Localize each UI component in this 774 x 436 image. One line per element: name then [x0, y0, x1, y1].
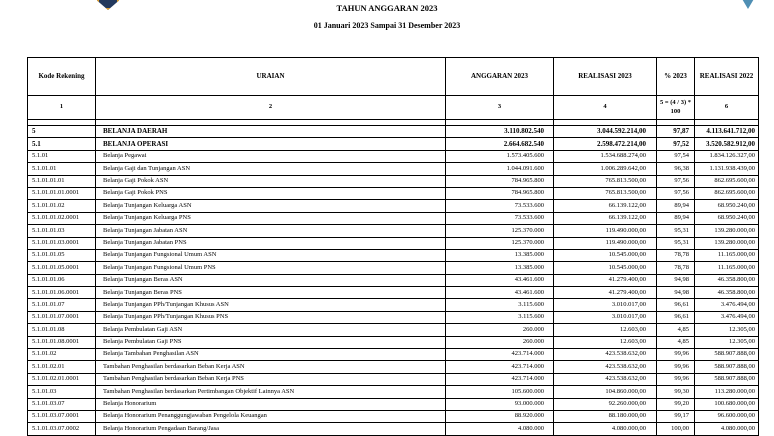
- uraian-cell: Tambahan Penghasilan berdasarkan Beban Kerja PNS: [96, 373, 446, 385]
- table-row: [28, 150, 759, 162]
- table-row: [28, 287, 759, 299]
- report-title-period: 01 Januari 2023 Sampai 31 Desember 2023: [313, 21, 461, 30]
- realisasi-2023-cell: 3.010.017,00: [554, 299, 657, 311]
- anggaran-2023-cell: 784.965.800: [446, 175, 554, 187]
- pct-2023-cell: 96,61: [657, 311, 695, 323]
- realisasi-2023-cell: 119.490.000,00: [554, 225, 657, 237]
- pct-2023-cell: 89,94: [657, 200, 695, 212]
- pct-2023-cell: 97,54: [657, 150, 695, 162]
- uraian-cell: Belanja Tunjangan PPh/Tunjangan Khusus PNS: [96, 311, 446, 323]
- realisasi-2022-cell: 113.280.000,00: [695, 386, 759, 398]
- kode-rekening-cell: 5.1.01.01.06.0001: [28, 287, 96, 299]
- realisasi-2022-cell: 862.695.600,00: [695, 187, 759, 199]
- table-row: [28, 299, 759, 311]
- realisasi-2023-cell: 12.603,00: [554, 336, 657, 348]
- realisasi-2023-cell: 41.279.400,00: [554, 287, 657, 299]
- table-header-row: [28, 58, 759, 96]
- uraian-cell: Tambahan Penghasilan berdasarkan Pertimbangan Objektif Lainnya ASN: [96, 386, 446, 398]
- pct-2023-cell: 99,96: [657, 349, 695, 361]
- anggaran-2023-cell: 260.000: [446, 336, 554, 348]
- table-column-number-row: [28, 96, 759, 120]
- uraian-cell: Belanja Honorarium Pengadaan Barang/Jasa: [96, 423, 446, 435]
- realisasi-2023-cell: 10.545.000,00: [554, 262, 657, 274]
- col-header-pct-2023: % 2023: [657, 58, 695, 96]
- uraian-cell: Belanja Tunjangan Keluarga PNS: [96, 212, 446, 224]
- uraian-cell: Tambahan Penghasilan berdasarkan Beban Kerja ASN: [96, 361, 446, 373]
- anggaran-2023-cell: 1.573.405.600: [446, 150, 554, 162]
- pct-2023-cell: 78,78: [657, 249, 695, 261]
- kode-rekening-cell: 5: [28, 126, 96, 138]
- anggaran-2023-cell: 73.533.600: [446, 212, 554, 224]
- anggaran-2023-cell: 73.533.600: [446, 200, 554, 212]
- table-row: [28, 175, 759, 187]
- col-number-6: 6: [695, 96, 759, 120]
- anggaran-2023-cell: 423.714.000: [446, 373, 554, 385]
- anggaran-2023-cell: 423.714.000: [446, 349, 554, 361]
- anggaran-2023-cell: 2.664.682.540: [446, 138, 554, 150]
- kode-rekening-cell: 5.1.01.03: [28, 386, 96, 398]
- kode-rekening-cell: 5.1.01.01.05.0001: [28, 262, 96, 274]
- uraian-cell: Belanja Gaji dan Tunjangan ASN: [96, 163, 446, 175]
- anggaran-2023-cell: 260.000: [446, 324, 554, 336]
- uraian-cell: Belanja Honorarium Penanggungjawaban Pengelola Keuangan: [96, 410, 446, 422]
- realisasi-2022-cell: 139.280.000,00: [695, 237, 759, 249]
- kode-rekening-cell: 5.1.01.01.02: [28, 200, 96, 212]
- uraian-cell: Belanja Tunjangan Beras PNS: [96, 287, 446, 299]
- pct-2023-cell: 96,38: [657, 163, 695, 175]
- table-row: [28, 361, 759, 373]
- col-header-anggaran-2023: ANGGARAN 2023: [446, 58, 554, 96]
- anggaran-2023-cell: 4.080.000: [446, 423, 554, 435]
- realisasi-2023-cell: 12.603,00: [554, 324, 657, 336]
- anggaran-2023-cell: 125.370.000: [446, 237, 554, 249]
- realisasi-2022-cell: 3.476.494,00: [695, 311, 759, 323]
- realisasi-2022-cell: 100.680.000,00: [695, 398, 759, 410]
- anggaran-2023-cell: 93.000.000: [446, 398, 554, 410]
- realisasi-2022-cell: 1.834.126.327,00: [695, 150, 759, 162]
- table-row: [28, 336, 759, 348]
- budget-realization-table: [27, 57, 759, 436]
- realisasi-2023-cell: 92.260.000,00: [554, 398, 657, 410]
- table-row: [28, 324, 759, 336]
- realisasi-2022-cell: 11.165.000,00: [695, 262, 759, 274]
- table-row: [28, 163, 759, 175]
- uraian-cell: Belanja Tunjangan Keluarga ASN: [96, 200, 446, 212]
- pct-2023-cell: 95,31: [657, 225, 695, 237]
- anggaran-2023-cell: 125.370.000: [446, 225, 554, 237]
- kode-rekening-cell: 5.1.01.01.05: [28, 249, 96, 261]
- table-row: [28, 212, 759, 224]
- realisasi-2023-cell: 765.813.500,00: [554, 175, 657, 187]
- pct-2023-cell: 78,78: [657, 262, 695, 274]
- pct-2023-cell: 89,94: [657, 212, 695, 224]
- realisasi-2022-cell: 588.907.888,00: [695, 373, 759, 385]
- table-row: [28, 200, 759, 212]
- realisasi-2023-cell: 66.139.122,00: [554, 200, 657, 212]
- realisasi-2023-cell: 10.545.000,00: [554, 249, 657, 261]
- realisasi-2023-cell: 119.490.000,00: [554, 237, 657, 249]
- table-row: [28, 423, 759, 435]
- kode-rekening-cell: 5.1.01.01.01: [28, 175, 96, 187]
- realisasi-2023-cell: 2.598.472.214,00: [554, 138, 657, 150]
- realisasi-2023-cell: 423.538.632,00: [554, 361, 657, 373]
- realisasi-2022-cell: 862.695.600,00: [695, 175, 759, 187]
- realisasi-2022-cell: 4.080.000,00: [695, 423, 759, 435]
- col-header-uraian: URAIAN: [96, 58, 446, 96]
- realisasi-2023-cell: 1.006.289.642,00: [554, 163, 657, 175]
- table-row: [28, 373, 759, 385]
- table-row: [28, 225, 759, 237]
- realisasi-2022-cell: 588.907.888,00: [695, 349, 759, 361]
- table-row: [28, 187, 759, 199]
- realisasi-2022-cell: 46.358.800,00: [695, 287, 759, 299]
- kode-rekening-cell: 5.1.01.01.01.0001: [28, 187, 96, 199]
- kode-rekening-cell: 5.1.01: [28, 150, 96, 162]
- pct-2023-cell: 97,52: [657, 138, 695, 150]
- anggaran-2023-cell: 1.044.091.600: [446, 163, 554, 175]
- pct-2023-cell: 99,20: [657, 398, 695, 410]
- kode-rekening-cell: 5.1.01.03.07: [28, 398, 96, 410]
- uraian-cell: Belanja Gaji Pokok PNS: [96, 187, 446, 199]
- kode-rekening-cell: 5.1.01.03.07.0002: [28, 423, 96, 435]
- uraian-cell: Belanja Gaji Pokok ASN: [96, 175, 446, 187]
- uraian-cell: Belanja Pembulatan Gaji ASN: [96, 324, 446, 336]
- table-row: [28, 349, 759, 361]
- col-header-kode-rekening: Kode Rekening: [28, 58, 96, 96]
- col-header-realisasi-2023: REALISASI 2023: [554, 58, 657, 96]
- realisasi-2022-cell: 1.131.938.439,00: [695, 163, 759, 175]
- realisasi-2023-cell: 423.538.632,00: [554, 373, 657, 385]
- uraian-cell: Belanja Tunjangan Fungsional Umum ASN: [96, 249, 446, 261]
- table-row: [28, 410, 759, 422]
- anggaran-2023-cell: 3.115.600: [446, 299, 554, 311]
- kode-rekening-cell: 5.1.01.01.07.0001: [28, 311, 96, 323]
- realisasi-2023-cell: 1.534.688.274,00: [554, 150, 657, 162]
- realisasi-2023-cell: 66.139.122,00: [554, 212, 657, 224]
- uraian-cell: BELANJA OPERASI: [96, 138, 446, 150]
- realisasi-2023-cell: 3.010.017,00: [554, 311, 657, 323]
- uraian-cell: Belanja Tunjangan Jabatan PNS: [96, 237, 446, 249]
- col-number-3: 3: [446, 96, 554, 120]
- realisasi-2023-cell: 88.180.000,00: [554, 410, 657, 422]
- table-row: [28, 386, 759, 398]
- anggaran-2023-cell: 13.385.000: [446, 249, 554, 261]
- anggaran-2023-cell: 3.110.802.540: [446, 126, 554, 138]
- uraian-cell: Belanja Tunjangan Jabatan ASN: [96, 225, 446, 237]
- pct-2023-cell: 95,31: [657, 237, 695, 249]
- uraian-cell: Belanja Tunjangan Fungsional Umum PNS: [96, 262, 446, 274]
- realisasi-2022-cell: 96.600.000,00: [695, 410, 759, 422]
- col-number-2: 2: [96, 96, 446, 120]
- realisasi-2022-cell: 3.520.582.912,00: [695, 138, 759, 150]
- kode-rekening-cell: 5.1.01.01.02.0001: [28, 212, 96, 224]
- pct-2023-cell: 96,61: [657, 299, 695, 311]
- pct-2023-cell: 99,17: [657, 410, 695, 422]
- realisasi-2023-cell: 3.044.592.214,00: [554, 126, 657, 138]
- kode-rekening-cell: 5.1.01.02: [28, 349, 96, 361]
- table-row: [28, 398, 759, 410]
- table-row: [28, 249, 759, 261]
- anggaran-2023-cell: 43.461.600: [446, 274, 554, 286]
- kode-rekening-cell: 5.1.01.03.07.0001: [28, 410, 96, 422]
- anggaran-2023-cell: 13.385.000: [446, 262, 554, 274]
- anggaran-2023-cell: 784.965.800: [446, 187, 554, 199]
- table-row: [28, 311, 759, 323]
- anggaran-2023-cell: 88.920.000: [446, 410, 554, 422]
- uraian-cell: Belanja Pembulatan Gaji PNS: [96, 336, 446, 348]
- col-number-1: 1: [28, 96, 96, 120]
- pct-2023-cell: 97,56: [657, 187, 695, 199]
- realisasi-2022-cell: 139.280.000,00: [695, 225, 759, 237]
- realisasi-2022-cell: 3.476.494,00: [695, 299, 759, 311]
- table-row: [28, 138, 759, 150]
- kode-rekening-cell: 5.1.01.01: [28, 163, 96, 175]
- kode-rekening-cell: 5.1.01.01.07: [28, 299, 96, 311]
- realisasi-2022-cell: 68.950.240,00: [695, 212, 759, 224]
- pct-2023-cell: 99,96: [657, 361, 695, 373]
- pct-2023-cell: 94,98: [657, 287, 695, 299]
- pct-2023-cell: 4,85: [657, 324, 695, 336]
- realisasi-2022-cell: 4.113.641.712,00: [695, 126, 759, 138]
- uraian-cell: Belanja Tunjangan PPh/Tunjangan Khusus ASN: [96, 299, 446, 311]
- kode-rekening-cell: 5.1.01.01.03: [28, 225, 96, 237]
- col-number-4: 4: [554, 96, 657, 120]
- kode-rekening-cell: 5.1: [28, 138, 96, 150]
- realisasi-2022-cell: 46.358.800,00: [695, 274, 759, 286]
- kode-rekening-cell: 5.1.01.01.08: [28, 324, 96, 336]
- uraian-cell: Belanja Tambahan Penghasilan ASN: [96, 349, 446, 361]
- pct-2023-cell: 99,30: [657, 386, 695, 398]
- pct-2023-cell: 97,87: [657, 126, 695, 138]
- realisasi-2022-cell: 68.950.240,00: [695, 200, 759, 212]
- pct-2023-cell: 4,85: [657, 336, 695, 348]
- table-row: [28, 126, 759, 138]
- table-row: [28, 262, 759, 274]
- pct-2023-cell: 100,00: [657, 423, 695, 435]
- col-number-5: 5 = (4 / 3) * 100: [657, 96, 695, 120]
- pct-2023-cell: 99,96: [657, 373, 695, 385]
- kode-rekening-cell: 5.1.01.02.01.0001: [28, 373, 96, 385]
- table-row: [28, 274, 759, 286]
- uraian-cell: Belanja Pegawai: [96, 150, 446, 162]
- realisasi-2023-cell: 104.860.000,00: [554, 386, 657, 398]
- uraian-cell: Belanja Honorarium: [96, 398, 446, 410]
- report-title-year: TAHUN ANGGARAN 2023: [336, 3, 438, 13]
- realisasi-2022-cell: 12.305,00: [695, 324, 759, 336]
- uraian-cell: Belanja Tunjangan Beras ASN: [96, 274, 446, 286]
- anggaran-2023-cell: 423.714.000: [446, 361, 554, 373]
- pct-2023-cell: 94,98: [657, 274, 695, 286]
- realisasi-2023-cell: 4.080.000,00: [554, 423, 657, 435]
- realisasi-2022-cell: 12.305,00: [695, 336, 759, 348]
- kode-rekening-cell: 5.1.01.02.01: [28, 361, 96, 373]
- realisasi-2023-cell: 423.538.632,00: [554, 349, 657, 361]
- anggaran-2023-cell: 105.600.000: [446, 386, 554, 398]
- anggaran-2023-cell: 3.115.600: [446, 311, 554, 323]
- col-header-realisasi-2022: REALISASI 2022: [695, 58, 759, 96]
- anggaran-2023-cell: 43.461.600: [446, 287, 554, 299]
- realisasi-2022-cell: 11.165.000,00: [695, 249, 759, 261]
- kode-rekening-cell: 5.1.01.01.06: [28, 274, 96, 286]
- uraian-cell: BELANJA DAERAH: [96, 126, 446, 138]
- pct-2023-cell: 97,56: [657, 175, 695, 187]
- kode-rekening-cell: 5.1.01.01.03.0001: [28, 237, 96, 249]
- realisasi-2023-cell: 765.813.500,00: [554, 187, 657, 199]
- realisasi-2023-cell: 41.279.400,00: [554, 274, 657, 286]
- realisasi-2022-cell: 588.907.888,00: [695, 361, 759, 373]
- table-row: [28, 237, 759, 249]
- kode-rekening-cell: 5.1.01.01.08.0001: [28, 336, 96, 348]
